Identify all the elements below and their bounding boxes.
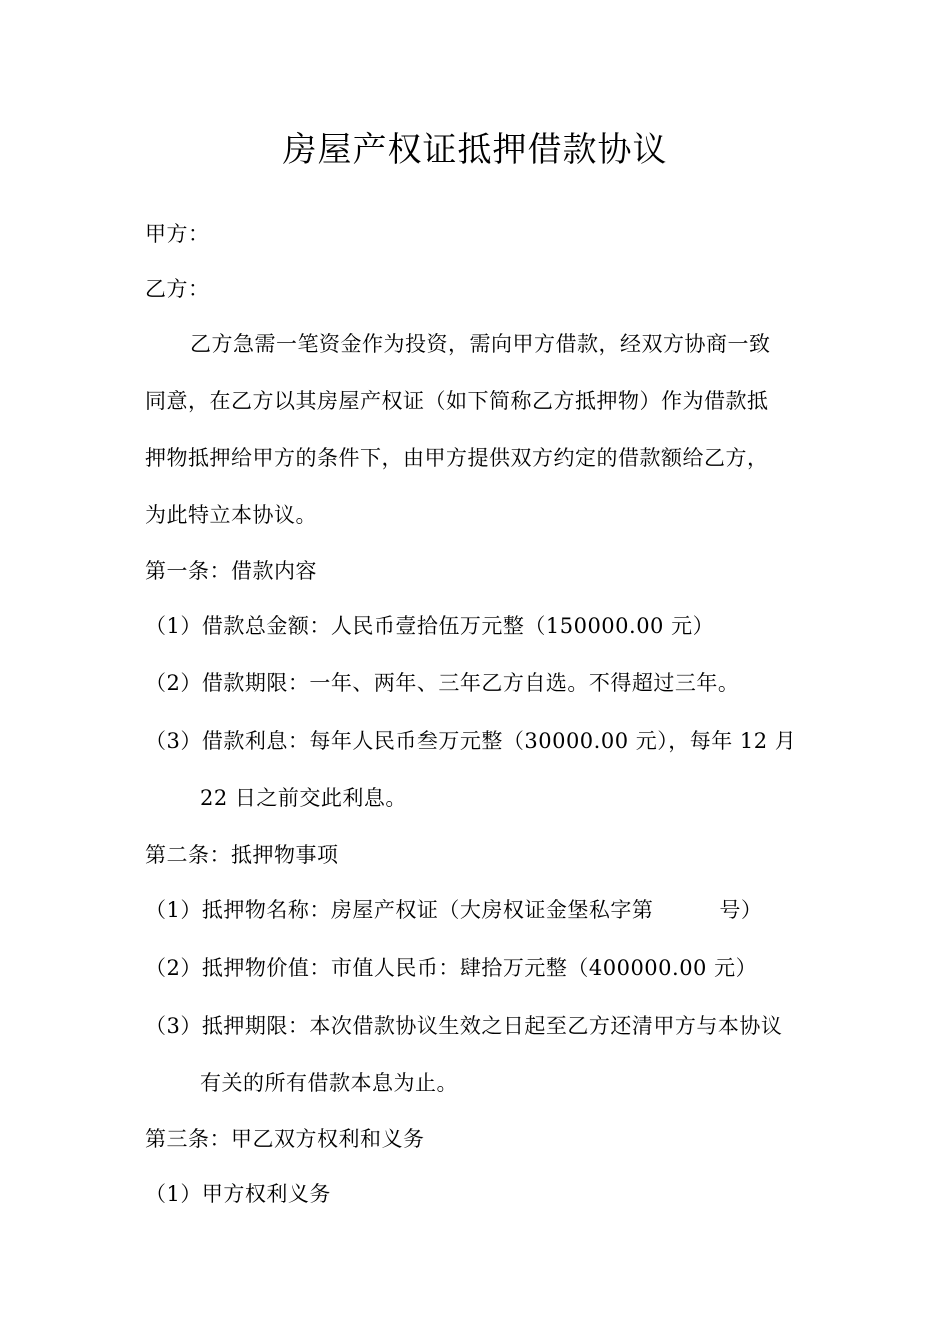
article-2-item-3-cont: 有关的所有借款本息为止。 (200, 1071, 458, 1095)
party-b-label: 乙方： (145, 277, 210, 301)
article-2-heading: 第二条：抵押物事项 (145, 843, 339, 867)
document-title: 房屋产权证抵押借款协议 (282, 130, 668, 170)
article-3-item-1: （1）甲方权利义务 (145, 1182, 331, 1206)
article-2-item-1-text: （1）抵押物名称：房屋产权证（大房权证金堡私字第 (145, 898, 654, 922)
article-2-item-1 (145, 895, 762, 925)
party-a-label: 甲方： (145, 222, 210, 246)
article-2-item-1-suffix: 号） (719, 898, 763, 922)
article-1-item-3-cont: 22 日之前交此利息。 (200, 786, 407, 810)
article-1-item-2: （2）借款期限：一年、两年、三年乙方自选。不得超过三年。 (145, 671, 740, 695)
article-3-heading: 第三条：甲乙双方权利和义务 (145, 1127, 425, 1151)
article-2-item-2: （2）抵押物价值：市值人民币：肆拾万元整（400000.00 元） (145, 956, 758, 980)
intro-line-4: 为此特立本协议。 (145, 503, 317, 527)
article-2-item-3: （3）抵押期限：本次借款协议生效之日起至乙方还清甲方与本协议 (145, 1014, 783, 1038)
intro-line-1: 乙方急需一笔资金作为投资，需向甲方借款，经双方协商一致 (190, 332, 771, 356)
intro-line-2: 同意，在乙方以其房屋产权证（如下简称乙方抵押物）作为借款抵 (145, 389, 769, 413)
article-1-item-3: （3）借款利息：每年人民币叁万元整（30000.00 元），每年 12 月 (145, 729, 797, 753)
article-1-item-1: （1）借款总金额：人民币壹拾伍万元整（150000.00 元） (145, 614, 715, 638)
intro-line-3: 押物抵押给甲方的条件下，由甲方提供双方约定的借款额给乙方， (145, 446, 769, 470)
article-1-heading: 第一条：借款内容 (145, 559, 317, 583)
